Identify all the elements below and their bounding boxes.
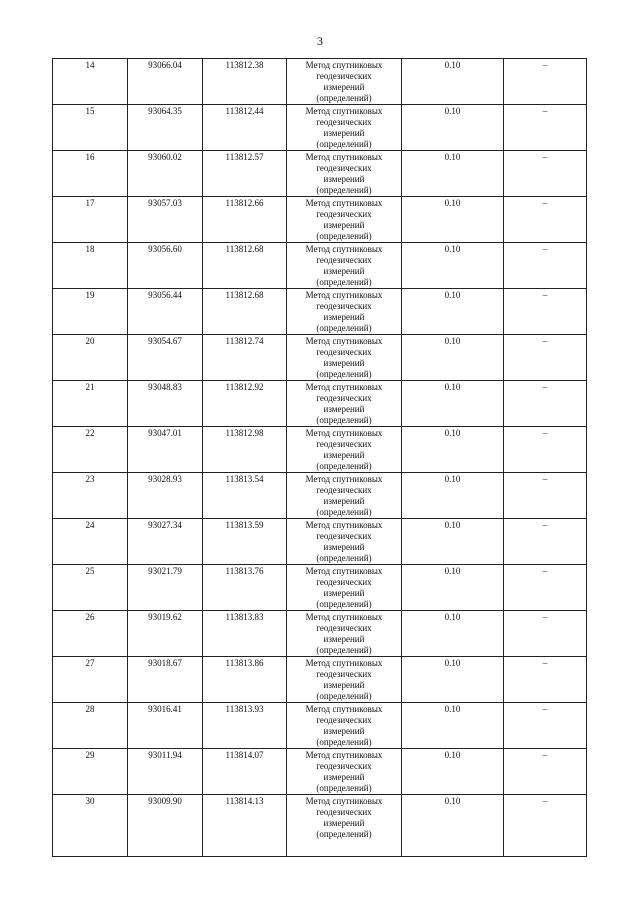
method-cell: Метод спутниковых геодезических измерений (определений) (287, 197, 402, 243)
method-cell: Метод спутниковых геодезических измерений (определений) (287, 243, 402, 289)
point-number-cell: 22 (53, 427, 128, 473)
point-number-cell: 15 (53, 105, 128, 151)
accuracy-cell: 0.10 (402, 519, 504, 565)
method-cell: Метод спутниковых геодезических измерений (определений) (287, 519, 402, 565)
note-cell: – (504, 151, 587, 197)
method-cell: Метод спутниковых геодезических измерений (определений) (287, 335, 402, 381)
note-cell: – (504, 381, 587, 427)
method-cell: Метод спутниковых геодезических измерений (определений) (287, 289, 402, 335)
note-cell: – (504, 473, 587, 519)
y-coordinate-cell: 113812.74 (203, 335, 287, 381)
x-coordinate-cell: 93021.79 (128, 565, 203, 611)
accuracy-cell: 0.10 (402, 473, 504, 519)
note-cell: – (504, 289, 587, 335)
x-coordinate-cell: 93057.03 (128, 197, 203, 243)
table-row (53, 703, 587, 749)
method-cell: Метод спутниковых геодезических измерений (определений) (287, 795, 402, 857)
y-coordinate-cell: 113813.54 (203, 473, 287, 519)
point-number-cell: 17 (53, 197, 128, 243)
x-coordinate-cell: 93027.34 (128, 519, 203, 565)
table-row (53, 151, 587, 197)
note-cell: – (504, 611, 587, 657)
point-number-cell: 30 (53, 795, 128, 857)
x-coordinate-cell: 93028.93 (128, 473, 203, 519)
accuracy-cell: 0.10 (402, 59, 504, 105)
method-cell: Метод спутниковых геодезических измерений (определений) (287, 151, 402, 197)
x-coordinate-cell: 93064.35 (128, 105, 203, 151)
note-cell: – (504, 197, 587, 243)
method-cell: Метод спутниковых геодезических измерений (определений) (287, 703, 402, 749)
point-number-cell: 20 (53, 335, 128, 381)
method-cell: Метод спутниковых геодезических измерений (определений) (287, 381, 402, 427)
table-row (53, 381, 587, 427)
note-cell: – (504, 59, 587, 105)
x-coordinate-cell: 93054.67 (128, 335, 203, 381)
note-cell: – (504, 105, 587, 151)
point-number-cell: 14 (53, 59, 128, 105)
x-coordinate-cell: 93056.60 (128, 243, 203, 289)
accuracy-cell: 0.10 (402, 381, 504, 427)
point-number-cell: 29 (53, 749, 128, 795)
point-number-cell: 24 (53, 519, 128, 565)
note-cell: – (504, 519, 587, 565)
accuracy-cell: 0.10 (402, 657, 504, 703)
y-coordinate-cell: 113814.13 (203, 795, 287, 857)
point-number-cell: 27 (53, 657, 128, 703)
note-cell: – (504, 243, 587, 289)
x-coordinate-cell: 93056.44 (128, 289, 203, 335)
method-cell: Метод спутниковых геодезических измерений (определений) (287, 611, 402, 657)
note-cell: – (504, 795, 587, 857)
method-cell: Метод спутниковых геодезических измерений (определений) (287, 749, 402, 795)
table-row (53, 289, 587, 335)
accuracy-cell: 0.10 (402, 335, 504, 381)
accuracy-cell: 0.10 (402, 703, 504, 749)
table-row (53, 519, 587, 565)
x-coordinate-cell: 93048.83 (128, 381, 203, 427)
x-coordinate-cell: 93019.62 (128, 611, 203, 657)
y-coordinate-cell: 113812.38 (203, 59, 287, 105)
point-number-cell: 19 (53, 289, 128, 335)
accuracy-cell: 0.10 (402, 565, 504, 611)
y-coordinate-cell: 113812.44 (203, 105, 287, 151)
y-coordinate-cell: 113812.98 (203, 427, 287, 473)
point-number-cell: 18 (53, 243, 128, 289)
method-cell: Метод спутниковых геодезических измерений (определений) (287, 427, 402, 473)
table-row (53, 427, 587, 473)
point-number-cell: 26 (53, 611, 128, 657)
point-number-cell: 21 (53, 381, 128, 427)
point-number-cell: 16 (53, 151, 128, 197)
x-coordinate-cell: 93016.41 (128, 703, 203, 749)
y-coordinate-cell: 113812.66 (203, 197, 287, 243)
y-coordinate-cell: 113812.92 (203, 381, 287, 427)
accuracy-cell: 0.10 (402, 105, 504, 151)
note-cell: – (504, 703, 587, 749)
page-number: 3 (317, 34, 323, 48)
y-coordinate-cell: 113812.68 (203, 289, 287, 335)
x-coordinate-cell: 93011.94 (128, 749, 203, 795)
y-coordinate-cell: 113813.76 (203, 565, 287, 611)
y-coordinate-cell: 113812.57 (203, 151, 287, 197)
note-cell: – (504, 335, 587, 381)
x-coordinate-cell: 93047.01 (128, 427, 203, 473)
table-row (53, 611, 587, 657)
x-coordinate-cell: 93018.67 (128, 657, 203, 703)
method-cell: Метод спутниковых геодезических измерений (определений) (287, 565, 402, 611)
note-cell: – (504, 657, 587, 703)
coordinates-table (52, 58, 587, 857)
point-number-cell: 28 (53, 703, 128, 749)
note-cell: – (504, 427, 587, 473)
table-row (53, 197, 587, 243)
table-row (53, 565, 587, 611)
accuracy-cell: 0.10 (402, 197, 504, 243)
accuracy-cell: 0.10 (402, 427, 504, 473)
accuracy-cell: 0.10 (402, 243, 504, 289)
method-cell: Метод спутниковых геодезических измерений (определений) (287, 59, 402, 105)
y-coordinate-cell: 113813.59 (203, 519, 287, 565)
table-row (53, 749, 587, 795)
note-cell: – (504, 749, 587, 795)
method-cell: Метод спутниковых геодезических измерений (определений) (287, 105, 402, 151)
method-cell: Метод спутниковых геодезических измерений (определений) (287, 473, 402, 519)
y-coordinate-cell: 113813.86 (203, 657, 287, 703)
y-coordinate-cell: 113812.68 (203, 243, 287, 289)
table-row (53, 657, 587, 703)
table-row (53, 473, 587, 519)
x-coordinate-cell: 93060.02 (128, 151, 203, 197)
accuracy-cell: 0.10 (402, 289, 504, 335)
accuracy-cell: 0.10 (402, 795, 504, 857)
y-coordinate-cell: 113813.93 (203, 703, 287, 749)
point-number-cell: 25 (53, 565, 128, 611)
y-coordinate-cell: 113813.83 (203, 611, 287, 657)
note-cell: – (504, 565, 587, 611)
x-coordinate-cell: 93009.90 (128, 795, 203, 857)
accuracy-cell: 0.10 (402, 749, 504, 795)
table-row (53, 795, 587, 857)
y-coordinate-cell: 113814.07 (203, 749, 287, 795)
x-coordinate-cell: 93066.04 (128, 59, 203, 105)
table-row (53, 59, 587, 105)
accuracy-cell: 0.10 (402, 611, 504, 657)
method-cell: Метод спутниковых геодезических измерений (определений) (287, 657, 402, 703)
table-row (53, 105, 587, 151)
point-number-cell: 23 (53, 473, 128, 519)
accuracy-cell: 0.10 (402, 151, 504, 197)
table-row (53, 335, 587, 381)
table-row (53, 243, 587, 289)
